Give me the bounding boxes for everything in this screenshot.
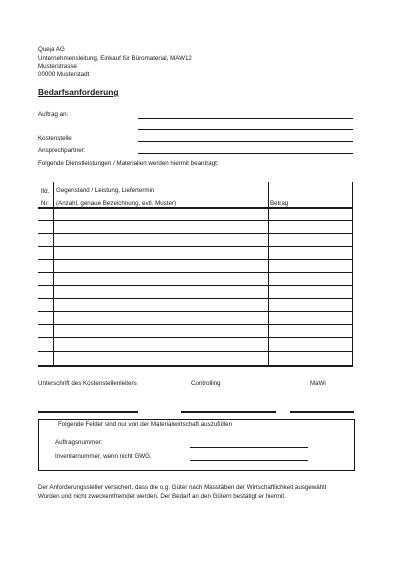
street-address: Musterstrasse [38,63,77,70]
city-address: 00000 Musterstadt [38,71,90,78]
kostenstelle-label: Kostenstelle [38,135,72,142]
column-description-subheader: (Anzahl, genaue Bezeichnung, evtl. Muster) [56,200,177,207]
column-lfd-header: lfd. [41,188,50,195]
footer-declaration-line-1: Der Anforderungssteller versichert, dass die o.g. Güter nach Masstäben der Wirtschaftlichkeit ausgewählt [38,484,327,491]
ansprechpartner-label: Ansprechpartner: [38,147,86,154]
page-title: Bedarfsanforderung [38,87,119,97]
table-row[interactable] [38,220,353,221]
auftragsnummer-label: Auftragsnummer: [55,439,103,446]
auftrag-an-line-1[interactable] [138,118,353,119]
kostenstelle-line[interactable] [138,141,353,142]
intro-text: Folgende Dienstleistungen / Materialien werden hiermit beantragt: [38,160,219,167]
auftrag-an-label: Auftrag an: [38,111,69,118]
table-vline-2 [268,182,269,367]
signature-controlling-line[interactable] [181,411,276,413]
department-name: Unternehmensleitung, Einkauf für Büromaterial, MAW12 [38,55,192,62]
inventarnummer-line[interactable] [190,460,308,461]
table-row[interactable] [38,272,353,273]
column-betrag-header: Betrag [270,200,289,207]
inventarnummer-label: Inventarnummer, wenn nicht GWG. [55,453,152,460]
materialwirtschaft-note: Folgende Felder sind nur von der Materialwirtschaft auszufüllen [58,421,233,428]
ansprechpartner-line[interactable] [138,153,353,154]
signature-controlling-label: Controlling [191,380,221,387]
table-row[interactable] [38,337,353,338]
column-description-header: Gegenstand / Leistung, Liefertermin [56,187,155,194]
table-vline-1 [53,182,54,367]
signature-kostenstellenleiter-line[interactable] [38,411,138,413]
table-row[interactable] [38,233,353,234]
signature-mawi-label: MaWi [310,380,326,387]
auftragsnummer-line[interactable] [190,447,308,448]
table-row[interactable] [38,324,353,325]
table-vline-3 [352,182,353,367]
table-row[interactable] [38,351,353,352]
table-row[interactable] [38,285,353,286]
table-bottom-rule [38,365,353,367]
company-name: Queja AG [38,46,65,53]
table-row[interactable] [38,311,353,312]
table-row[interactable] [38,298,353,299]
column-nr-header: Nr. [41,200,49,207]
footer-declaration-line-2: Wurden und nicht zweckentfremdet werden. Der Bedarf an den Gütern bestätigt er hiermit. [38,493,286,500]
signature-mawi-line[interactable] [290,411,354,413]
table-row[interactable] [38,246,353,247]
signature-kostenstellenleiter-label: Unterschrift des Kostenstellenleiters [38,380,137,387]
auftrag-an-line-2[interactable] [138,129,353,130]
table-row[interactable] [38,259,353,260]
table-header-rule [38,207,353,209]
